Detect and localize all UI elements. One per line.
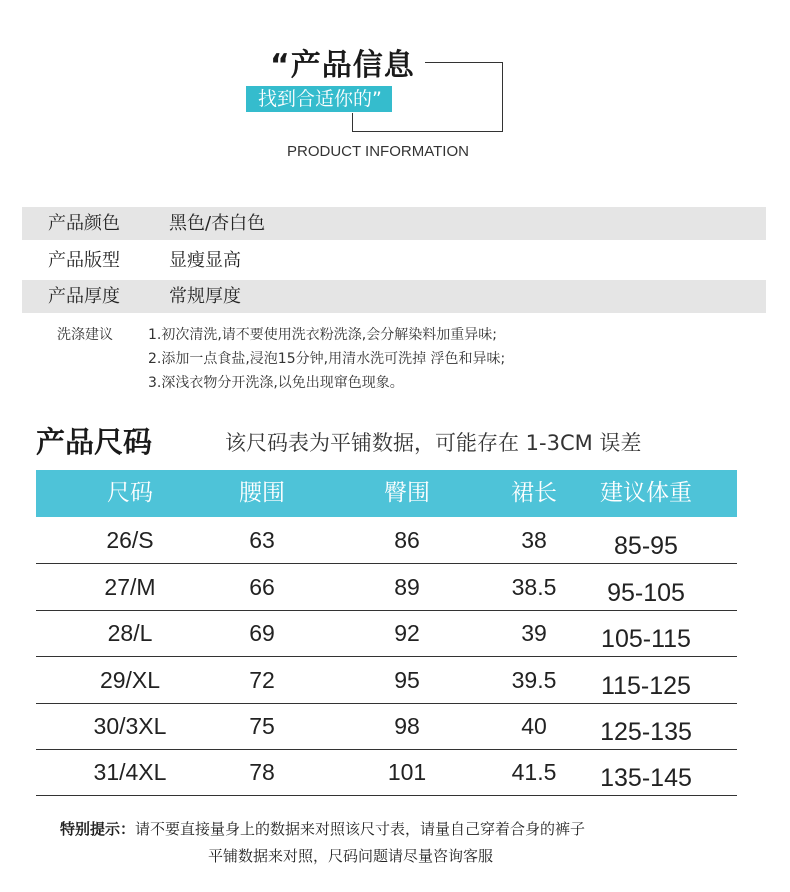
- cell-length: 39.5: [511, 667, 557, 693]
- cell-hip: 101: [387, 759, 427, 785]
- cell-length: 38.5: [511, 574, 557, 600]
- table-row: [36, 703, 737, 749]
- attribute-label: 产品版型: [48, 250, 120, 271]
- cell-waist: 66: [249, 574, 275, 600]
- cell-weight: 125-135: [600, 718, 692, 746]
- cell-waist: 72: [249, 667, 275, 693]
- special-note-label: 特别提示：: [60, 820, 136, 838]
- column-header-weight: 建议体重: [600, 480, 692, 506]
- table-row: [36, 517, 737, 563]
- section-english-title: PRODUCT INFORMATION: [287, 143, 469, 160]
- cell-weight: 95-105: [607, 579, 685, 607]
- cell-hip: 95: [394, 667, 420, 693]
- frame-line-bottom: [352, 131, 503, 132]
- cell-weight: 105-115: [601, 625, 691, 653]
- cell-waist: 63: [249, 527, 275, 553]
- table-row: [36, 564, 737, 610]
- attribute-row-color: [22, 207, 766, 240]
- attribute-value: 常规厚度: [169, 286, 241, 307]
- attribute-label: 产品厚度: [48, 286, 120, 307]
- cell-hip: 89: [394, 574, 420, 600]
- cell-weight: 115-125: [601, 672, 691, 700]
- column-header-waist: 腰围: [239, 480, 285, 506]
- cell-waist: 69: [249, 620, 275, 646]
- washing-line: 2.添加一点食盐,浸泡15分钟,用清水洗可洗掉 浮色和异味;: [148, 351, 506, 367]
- size-section-title: 产品尺码: [36, 425, 153, 459]
- table-row: [36, 749, 737, 795]
- cell-hip: 98: [394, 713, 420, 739]
- washing-label: 洗涤建议: [57, 327, 113, 343]
- section-title: “产品信息: [270, 48, 415, 83]
- cell-hip: 92: [394, 620, 420, 646]
- washing-line: 1.初次清洗,请不要使用洗衣粉洗涤,会分解染料加重异味;: [148, 327, 497, 343]
- cell-waist: 78: [249, 759, 275, 785]
- cell-size: 26/S: [106, 527, 154, 553]
- column-header-length: 裙长: [511, 480, 557, 506]
- cell-length: 38: [521, 527, 547, 553]
- cell-weight: 135-145: [600, 764, 692, 792]
- frame-line-top: [425, 62, 503, 63]
- table-row: [36, 657, 737, 703]
- cell-hip: 86: [394, 527, 420, 553]
- attribute-row-thickness: [22, 280, 766, 313]
- frame-line-left: [352, 113, 353, 131]
- section-subtitle-badge: 找到合适你的”: [246, 86, 392, 112]
- cell-size: 31/4XL: [93, 759, 167, 785]
- column-header-hip: 臀围: [384, 480, 430, 506]
- attribute-value: 黑色/杏白色: [169, 213, 266, 234]
- special-note: [60, 818, 585, 839]
- cell-size: 28/L: [107, 620, 153, 646]
- size-section-subtitle: 该尺码表为平铺数据，可能存在 1-3CM 误差: [225, 431, 642, 455]
- special-note-line2: 平铺数据来对照，尺码问题请尽量咨询客服: [208, 847, 494, 865]
- cell-size: 29/XL: [99, 667, 161, 693]
- cell-waist: 75: [249, 713, 275, 739]
- special-note-line1: 请不要直接量身上的数据来对照该尺寸表，请量自己穿着合身的裤子: [135, 820, 586, 838]
- cell-size: 30/3XL: [93, 713, 167, 739]
- size-table-header: [36, 470, 737, 517]
- cell-length: 41.5: [511, 759, 557, 785]
- washing-line: 3.深浅衣物分开洗涤,以免出现窜色现象。: [148, 375, 404, 391]
- row-divider: [36, 795, 737, 796]
- cell-length: 39: [521, 620, 547, 646]
- column-header-size: 尺码: [107, 480, 153, 506]
- frame-line-right: [502, 62, 503, 132]
- attribute-label: 产品颜色: [48, 213, 120, 234]
- cell-weight: 85-95: [614, 532, 678, 560]
- cell-size: 27/M: [104, 574, 156, 600]
- table-row: [36, 610, 737, 656]
- attribute-value: 显瘦显高: [169, 250, 241, 271]
- attribute-row-fit: [22, 244, 766, 277]
- cell-length: 40: [521, 713, 547, 739]
